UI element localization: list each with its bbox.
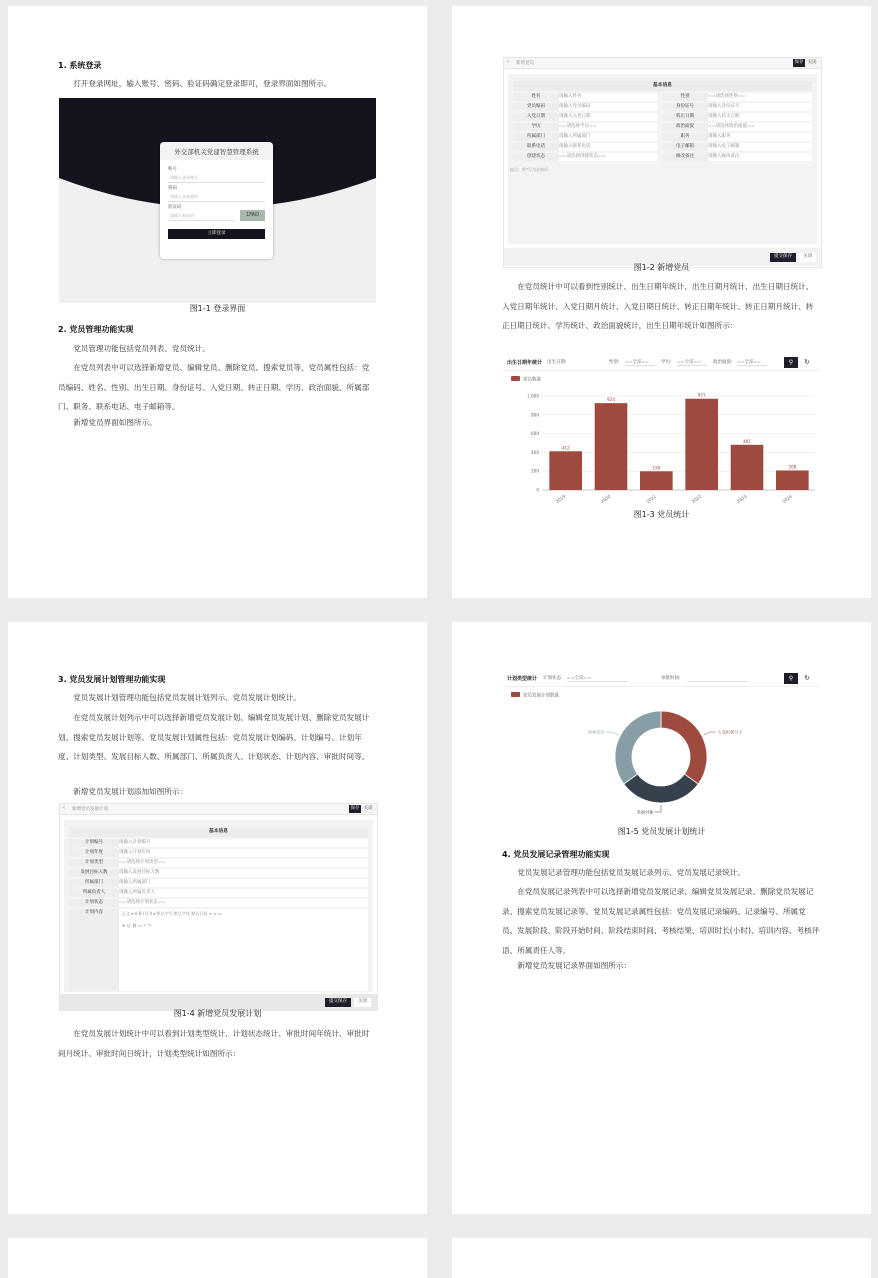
- field-label: 所属负责人: [69, 889, 119, 897]
- section-heading-1: 1. 系统登录: [58, 61, 102, 70]
- new-member-screenshot: [503, 57, 822, 268]
- y-tick-label: 600: [531, 431, 539, 437]
- plan-stats-screenshot: [503, 672, 820, 828]
- section-title: 基本信息: [69, 827, 368, 837]
- section-heading-4: 4. 党员发展记录管理功能实现: [502, 850, 610, 859]
- save-button[interactable]: 保存: [350, 806, 360, 811]
- date-input[interactable]: [687, 675, 749, 682]
- data-label: 208: [788, 464, 797, 470]
- breadcrumb: 新增党员发展计划: [72, 807, 108, 812]
- field-input[interactable]: 请输入所属负责人: [119, 889, 368, 897]
- captcha-input[interactable]: [168, 211, 234, 221]
- status-select[interactable]: ==全部==: [567, 675, 627, 682]
- x-tick-label: 2024: [781, 493, 793, 504]
- bar[interactable]: [549, 451, 582, 490]
- save-button[interactable]: 保存: [794, 60, 804, 65]
- document-page-6: [452, 1238, 871, 1278]
- bar[interactable]: [731, 445, 764, 490]
- form-topbar: [60, 804, 377, 815]
- filter-label: 出生日期:: [547, 360, 567, 365]
- submit-button[interactable]: 提交保存: [770, 253, 796, 262]
- x-tick-label: 2023: [735, 493, 748, 504]
- document-page-4: [452, 622, 871, 1214]
- field-label: 计划状态: [69, 899, 119, 907]
- close-button[interactable]: 关闭: [807, 60, 817, 65]
- field-label: 所属部门: [513, 133, 559, 141]
- y-tick-label: 0: [536, 487, 539, 493]
- field-input[interactable]: 请输入联系电话: [559, 143, 657, 151]
- field-input[interactable]: 请输入职务: [708, 133, 812, 141]
- captcha-image[interactable]: 1FAD: [240, 210, 265, 221]
- education-select[interactable]: ==全部==: [677, 359, 707, 366]
- field-input[interactable]: 请输入电子邮箱: [708, 143, 812, 151]
- back-icon[interactable]: ‹: [507, 59, 509, 65]
- bar[interactable]: [776, 470, 809, 490]
- member-stats-screenshot: [503, 356, 820, 506]
- slice-label: 入党积极分子: [717, 729, 743, 735]
- document-page-3: [8, 622, 427, 1214]
- paragraph: 打开登录网址，输入账号、密码、验证码确定登录即可，登录界面如图所示。: [73, 79, 332, 88]
- field-label: 政治面貌: [662, 123, 708, 131]
- filter-label: 政治面貌:: [713, 360, 733, 365]
- political-select[interactable]: ==全部==: [737, 359, 767, 366]
- field-input[interactable]: 请输入所属部门: [559, 133, 657, 141]
- document-page-5: [8, 1238, 427, 1278]
- label-leader: [655, 805, 661, 812]
- field-label: 修改备注: [662, 153, 708, 161]
- field-label: 计划编号: [69, 839, 119, 847]
- filter-label: 学历:: [661, 360, 672, 365]
- field-label: 姓名: [513, 93, 559, 101]
- field-label: 身份证号: [662, 103, 708, 111]
- field-label: 学历: [513, 123, 559, 131]
- close-button[interactable]: 关闭: [363, 806, 373, 811]
- password-label: 密码: [168, 186, 177, 191]
- filter-bar: [503, 672, 820, 687]
- field-input[interactable]: 请输入党员编码: [559, 103, 657, 111]
- y-tick-label: 200: [531, 468, 539, 474]
- data-label: 971: [697, 392, 706, 398]
- submit-button[interactable]: 提交保存: [325, 998, 351, 1007]
- field-label: 计划类型: [69, 859, 119, 867]
- legend-label[interactable]: 党员发展计划数量: [523, 693, 559, 699]
- login-button[interactable]: 立即登录: [168, 229, 265, 239]
- form-topbar: [504, 58, 821, 69]
- paragraph: 新增党员发展计划添加如图所示：: [73, 787, 188, 796]
- captcha-label: 验证码: [168, 205, 182, 210]
- close-button[interactable]: 关闭: [354, 998, 371, 1007]
- legend-label[interactable]: 党员数量: [523, 377, 541, 383]
- search-button[interactable]: ⚲: [784, 357, 798, 368]
- field-input[interactable]: ==请选择创建状态==: [559, 153, 657, 161]
- label-leader: [606, 732, 618, 735]
- x-tick-label: 2022: [690, 493, 703, 504]
- legend-swatch[interactable]: [511, 692, 520, 697]
- bar[interactable]: [685, 399, 718, 490]
- field-label: 转正日期: [662, 113, 708, 121]
- field-label: 联系电话: [513, 143, 559, 151]
- new-plan-screenshot: [59, 803, 378, 1011]
- paragraph: 新增党员发展记录界面如图所示：: [517, 961, 632, 970]
- editor-toolbar[interactable]: ⊞ ☺ ⛓ ▭ ↶ ↷: [122, 923, 152, 928]
- donut-slice[interactable]: [661, 711, 707, 784]
- stats-title: 计划类型统计: [507, 676, 538, 682]
- figure-caption: 图1-5 党员发展计划统计: [617, 827, 706, 836]
- paragraph: 在党员发展计划列示中可以选择新增党员发展计划、编辑党员发展计划、删除党员发展计划、搜索党员发展计划等。党员发展计划属性包括：党员发展计划编码、计划编号、计划年度、计划类型、发展目标人数、所属部门、所属负责人、计划状态、计划内容、审批时间等。: [58, 713, 370, 761]
- rich-text-editor[interactable]: [119, 909, 368, 991]
- data-label: 924: [607, 397, 615, 403]
- close-button[interactable]: 关闭: [799, 253, 816, 262]
- section-heading-3: 3. 党员发展计划管理功能实现: [58, 675, 166, 684]
- y-tick-label: 400: [531, 449, 539, 455]
- section-heading-2: 2. 党员管理功能实现: [58, 325, 134, 334]
- paragraph: 在党员发展计划统计中可以看到计划类型统计、计划状态统计、审批时间年统计、审批时间月统计、审批时间日统计，计划类型统计如图所示：: [58, 1029, 370, 1058]
- figure-caption: 图1-3 党员统计: [633, 510, 690, 519]
- field-input[interactable]: 请输入发展目标人数: [119, 869, 368, 877]
- field-input[interactable]: 请输入入党日期: [559, 113, 657, 121]
- field-label: 职务: [662, 133, 708, 141]
- y-tick-label: 800: [531, 412, 539, 418]
- bar[interactable]: [640, 471, 673, 490]
- figure-caption: 图1-4 新增党员发展计划: [173, 1009, 262, 1018]
- field-label: 党员编码: [513, 103, 559, 111]
- paragraph: 在党员发展记录列表中可以选择新增党员发展记录、编辑党员发展记录、删除党员发展记录、搜索党员发展记录等。党员发展记录属性包括：党员发展记录编码、记录编号、所属党员、发展阶段、阶段开始时间、阶段结束时间、考核结果、培训时长(小时)、培训内容、考核评语、所属责任人等。: [502, 887, 820, 955]
- donut-slice[interactable]: [624, 774, 698, 803]
- field-label: 发展目标人数: [69, 869, 119, 877]
- field-input[interactable]: ==请选择学历==: [559, 123, 657, 131]
- donut-chart: [503, 688, 820, 828]
- username-label: 账号: [168, 167, 177, 172]
- filter-label: 计划状态:: [543, 676, 563, 681]
- field-input[interactable]: ==请选择政治面貌==: [708, 123, 812, 131]
- refresh-icon[interactable]: ↻: [804, 674, 810, 682]
- bar-chart: [503, 372, 820, 506]
- field-label: 创建状态: [513, 153, 559, 161]
- editor-toolbar[interactable]: 正文 ▾ H B I U A ▾ 默认字号 默认字体 默认行高 ≡ ≡ ≡: [122, 911, 222, 916]
- username-input[interactable]: [168, 173, 265, 183]
- section-title: 基本信息: [513, 81, 812, 91]
- paragraph: 党员管理功能包括党员列表、党员统计。: [73, 344, 210, 353]
- data-label: 199: [652, 465, 661, 471]
- paragraph: 党员发展记录管理功能包括党员发展记录列示、党员发展记录统计。: [517, 868, 745, 877]
- paragraph: 新增党员界面如图所示。: [73, 418, 157, 427]
- filter-label: 审批时间:: [661, 676, 681, 681]
- figure-caption: 图1-2 新增党员: [633, 263, 690, 272]
- back-icon[interactable]: ‹: [63, 805, 65, 811]
- paragraph: 党员发展计划管理功能包括党员发展计划列示、党员发展计划统计。: [73, 693, 301, 702]
- legend-swatch[interactable]: [511, 376, 520, 381]
- field-label: 入党日期: [513, 113, 559, 121]
- content-label: 计划内容: [69, 909, 119, 991]
- field-input[interactable]: 请输入所属部门: [119, 879, 368, 887]
- breadcrumb: 新增党员: [516, 61, 534, 66]
- username-placeholder: 请输入登录账号: [170, 175, 198, 180]
- login-screenshot: [59, 98, 376, 303]
- x-tick-label: 2021: [645, 493, 657, 504]
- captcha-placeholder: 请输入验证码: [170, 213, 194, 218]
- login-card: [160, 142, 273, 259]
- field-label: 计划年度: [69, 849, 119, 857]
- data-label: 481: [743, 438, 751, 444]
- slice-label: 发展对象: [636, 809, 654, 815]
- form-note: 提示：带*号为必填项: [510, 167, 548, 172]
- bar[interactable]: [595, 403, 628, 490]
- field-label: 所属部门: [69, 879, 119, 887]
- field-input[interactable]: 请输入修改备注: [708, 153, 812, 161]
- field-input[interactable]: ==请选择计划类型==: [119, 859, 368, 867]
- x-tick-label: 2019: [554, 493, 567, 504]
- search-button[interactable]: ⚲: [784, 673, 798, 684]
- document-page-1: [8, 6, 427, 598]
- field-label: 电子邮箱: [662, 143, 708, 151]
- gender-select[interactable]: ==全部==: [625, 359, 655, 366]
- field-input[interactable]: 请输入计划编号: [119, 839, 368, 847]
- donut-slice[interactable]: [615, 711, 661, 784]
- field-input[interactable]: ==请选择计划状态==: [119, 899, 368, 907]
- data-label: 412: [561, 445, 570, 451]
- field-label: 性别: [662, 93, 708, 101]
- y-tick-label: 1,000: [527, 393, 539, 399]
- filter-bar: [503, 356, 820, 371]
- password-placeholder: 请输入登录密码: [170, 194, 198, 199]
- paragraph: 在党员统计中可以看到性别统计、出生日期年统计、出生日期月统计、出生日期日统计、入党日期年统计、入党日期月统计、入党日期日统计、转正日期年统计、转正日期月统计、转正日期日统计、学历统计、政治面貌统计，出生日期年统计如图所示：: [502, 282, 814, 330]
- label-leader: [704, 732, 716, 735]
- document-page-2: [452, 6, 871, 598]
- filter-label: 性别:: [609, 360, 620, 365]
- field-input[interactable]: 请输入姓名: [559, 93, 657, 101]
- stats-title: 出生日期年统计: [507, 360, 543, 366]
- refresh-icon[interactable]: ↻: [804, 358, 810, 366]
- figure-caption: 图1-1 登录界面: [189, 304, 246, 313]
- paragraph: 在党员列表中可以选择新增党员、编辑党员、删除党员、搜索党员等，党员属性包括：党员编码、姓名、性别、出生日期、身份证号、入党日期、转正日期、学历、政治面貌、所属部门、职务、联系电话、电子邮箱等。: [58, 363, 370, 411]
- login-title: 外交部机关党建智慧管理系统: [174, 148, 259, 156]
- field-input[interactable]: 请输入计划年度: [119, 849, 368, 857]
- field-input[interactable]: 请输入转正日期: [708, 113, 812, 121]
- field-input[interactable]: ==请选择性别==: [708, 93, 812, 101]
- password-input[interactable]: [168, 192, 265, 202]
- field-input[interactable]: 请输入身份证号: [708, 103, 812, 111]
- slice-label: 预备党员: [587, 729, 605, 735]
- x-tick-label: 2020: [599, 493, 612, 504]
